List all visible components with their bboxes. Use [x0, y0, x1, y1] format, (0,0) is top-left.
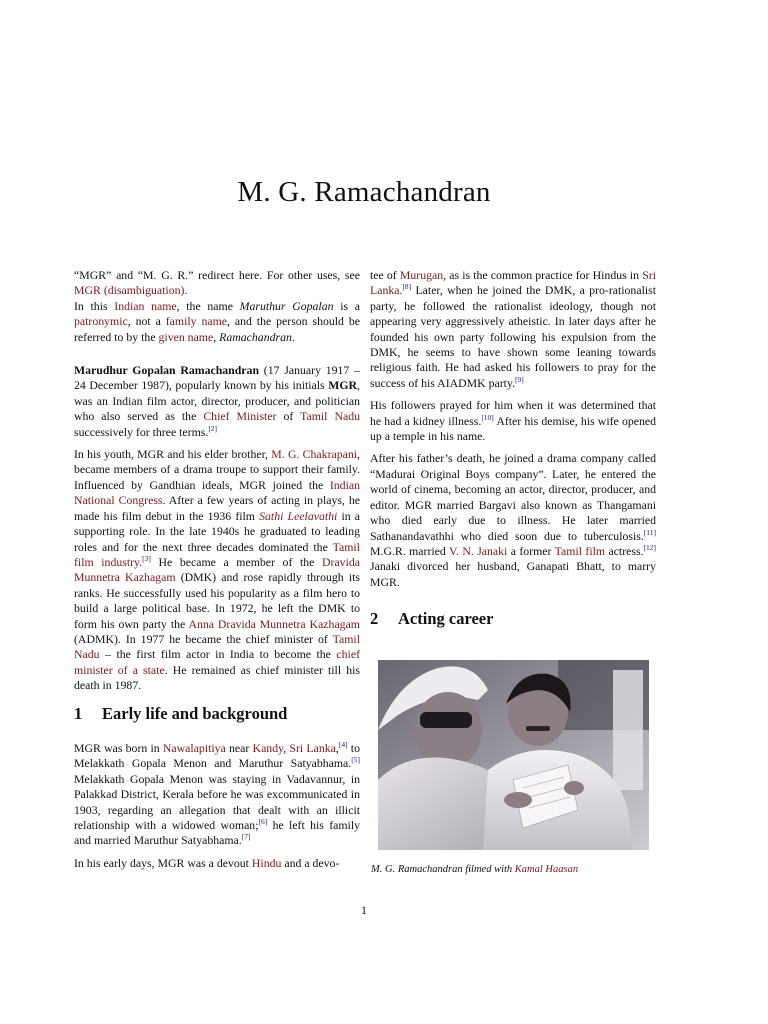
link-vn-janaki[interactable]: V. N. Janaki	[448, 543, 508, 558]
ref-7[interactable]: [7]	[241, 832, 251, 842]
link-given-name[interactable]: given name	[158, 329, 214, 344]
section-heading-acting-career: 2 Acting career	[370, 609, 494, 628]
link-sri-lanka[interactable]: Sri Lanka	[289, 741, 336, 755]
photo-mgr-kamal	[378, 660, 649, 850]
ref-5[interactable]: [5]	[351, 755, 360, 765]
ref-6[interactable]: [6]	[258, 817, 268, 827]
link-kamal-haasan[interactable]: Kamal Haasan	[514, 864, 579, 875]
hatnote: “MGR” and “M. G. R.” redirect here. For other uses, see MGR (disambiguation).	[74, 268, 360, 298]
link-dmk[interactable]: Dravida Munnetra Kazhagam	[74, 554, 360, 585]
ref-9[interactable]: [9]	[515, 374, 524, 384]
link-indian-name[interactable]: Indian name	[114, 298, 177, 313]
link-chief-minister[interactable]: Chief Minister	[203, 409, 277, 424]
ref-4[interactable]: [4]	[338, 740, 348, 750]
right-column	[370, 268, 656, 597]
left-column	[74, 268, 360, 701]
link-sathi-leelavathi[interactable]: Sathi Leelavathi	[259, 508, 338, 523]
link-tamil-nadu[interactable]: Tamil Nadu	[300, 409, 361, 424]
early-life-paragraph: MGR was born in Nawalapitiya near Kandy, Sri Lanka,[4] to Melakkath Gopala Menon and Maruthur Satyabhama.[5] Melakkath Gopala Menon was staying in Vadavannur, in Palakkad District, Kerala before he was excommunicated in 1903, regarding an allegation that dealt with an illicit relationship with a widowed woman;[6] he left his family and married Maruthur Satyabhama.[7]	[74, 740, 360, 848]
link-mgr-disambiguation[interactable]: MGR (disambiguation)	[74, 283, 185, 298]
link-patronymic[interactable]: patronymic	[74, 314, 128, 329]
page-title: M. G. Ramachandran	[237, 176, 491, 208]
link-mg-chakrapani[interactable]: M. G. Chakrapani	[271, 447, 358, 462]
link-nawalapitiya[interactable]: Nawalapitiya	[162, 741, 226, 755]
ref-3[interactable]: [3]	[142, 553, 151, 563]
ref-8[interactable]: [8]	[402, 282, 412, 292]
intro-paragraph: Marudhur Gopalan Ramachandran (17 January 1917 – 24 December 1987), popularly known by his initials MGR, was an Indian film actor, director, producer, and politician who also served as the Chief Minister of Tamil Nadu successively for three terms.[2]	[74, 363, 361, 439]
link-indian-national-congress[interactable]: Indian National Congress	[74, 477, 360, 508]
ref-10[interactable]: [10]	[481, 412, 494, 422]
name-note: In this Indian name, the name Maruthur Gopalan is a patronymic, not a family name, and the person should be referred to by the given name, Ramachandran.	[74, 298, 360, 344]
link-sri-lanka-2[interactable]: Sri Lanka	[370, 268, 656, 298]
link-tamil-nadu-2[interactable]: Tamil Nadu	[74, 631, 360, 662]
left-column-lower	[74, 741, 360, 878]
link-tamil-film-industry[interactable]: Tamil film industry	[74, 539, 360, 569]
devout-paragraph-continued: tee of Murugan, as is the common practice for Hindus in Sri Lanka.[8] Later, when he joined the DMK, a pro-rationalist party, he followed the rationalist ideology, though not appearing very aggressively atheistic. In later days after he founded his own party following his expulsion from the DMK, he seems to have shown some leaning towards religious faith. He had asked his followers to pray for the success of his AIADMK party.[9]	[370, 268, 656, 390]
link-hindu[interactable]: Hindu	[251, 855, 282, 870]
figure-caption: M. G. Ramachandran filmed with Kamal Haasan	[371, 864, 579, 875]
prayed-paragraph: His followers prayed for him when it was determined that he had a kidney illness.[10] After his demise, his wife opened up a temple in his name.	[370, 398, 657, 444]
father-paragraph: After his father’s death, he joined a drama company called “Madurai Original Boys company”. Later, he entered the world of cinema, becoming an actor, director, producer, and editor. MGR married Bargavi also known as Thangamani who died early due to illness. He later married Sathanandavathhi who died soon due to tuberculosis.[11] M.G.R. married V. N. Janaki a former Tamil film actress.[12] Janaki divorced her husband, Ganapati Bhatt, to marry MGR.	[370, 451, 657, 589]
link-kandy[interactable]: Kandy	[252, 741, 284, 755]
section-heading-early-life: 1 Early life and background	[74, 704, 288, 723]
ref-2[interactable]: [2]	[208, 423, 218, 433]
link-admk[interactable]: Anna Dravida Munnetra Kazhagam	[188, 616, 360, 631]
link-family-name[interactable]: family name	[165, 314, 227, 329]
link-chief-minister-of-state[interactable]: chief minister of a state	[74, 647, 360, 677]
link-tamil-film[interactable]: Tamil film	[554, 543, 606, 558]
ref-11[interactable]: [11]	[643, 527, 656, 537]
youth-paragraph: In his youth, MGR and his elder brother, M. G. Chakrapani, became members of a drama troupe to support their family. Influenced by Gandhian ideals, MGR joined the Indian National Congress. After a few years of acting in plays, he made his film debut in the 1936 film Sathi Leelavathi in a supporting role. In the late 1940s he graduated to leading roles and for the next three decades dominated the Tamil film industry.[3] He became a member of the Dravida Munnetra Kazhagam (DMK) and rose rapidly through its ranks. He successfully used his popularity as a film hero to build a large political base. In 1972, he left the DMK to form his own party the Anna Dravida Munnetra Kazhagam (ADMK). In 1977 he became the chief minister of Tamil Nadu – the first film actor in India to become the chief minister of a state. He remained as chief minister till his death in 1987.	[74, 447, 360, 693]
page-number: 1	[361, 903, 367, 917]
devout-paragraph-start: In his early days, MGR was a devout Hindu and a devo-	[74, 855, 340, 870]
ref-12[interactable]: [12]	[643, 542, 657, 552]
link-murugan[interactable]: Murugan	[399, 268, 444, 282]
